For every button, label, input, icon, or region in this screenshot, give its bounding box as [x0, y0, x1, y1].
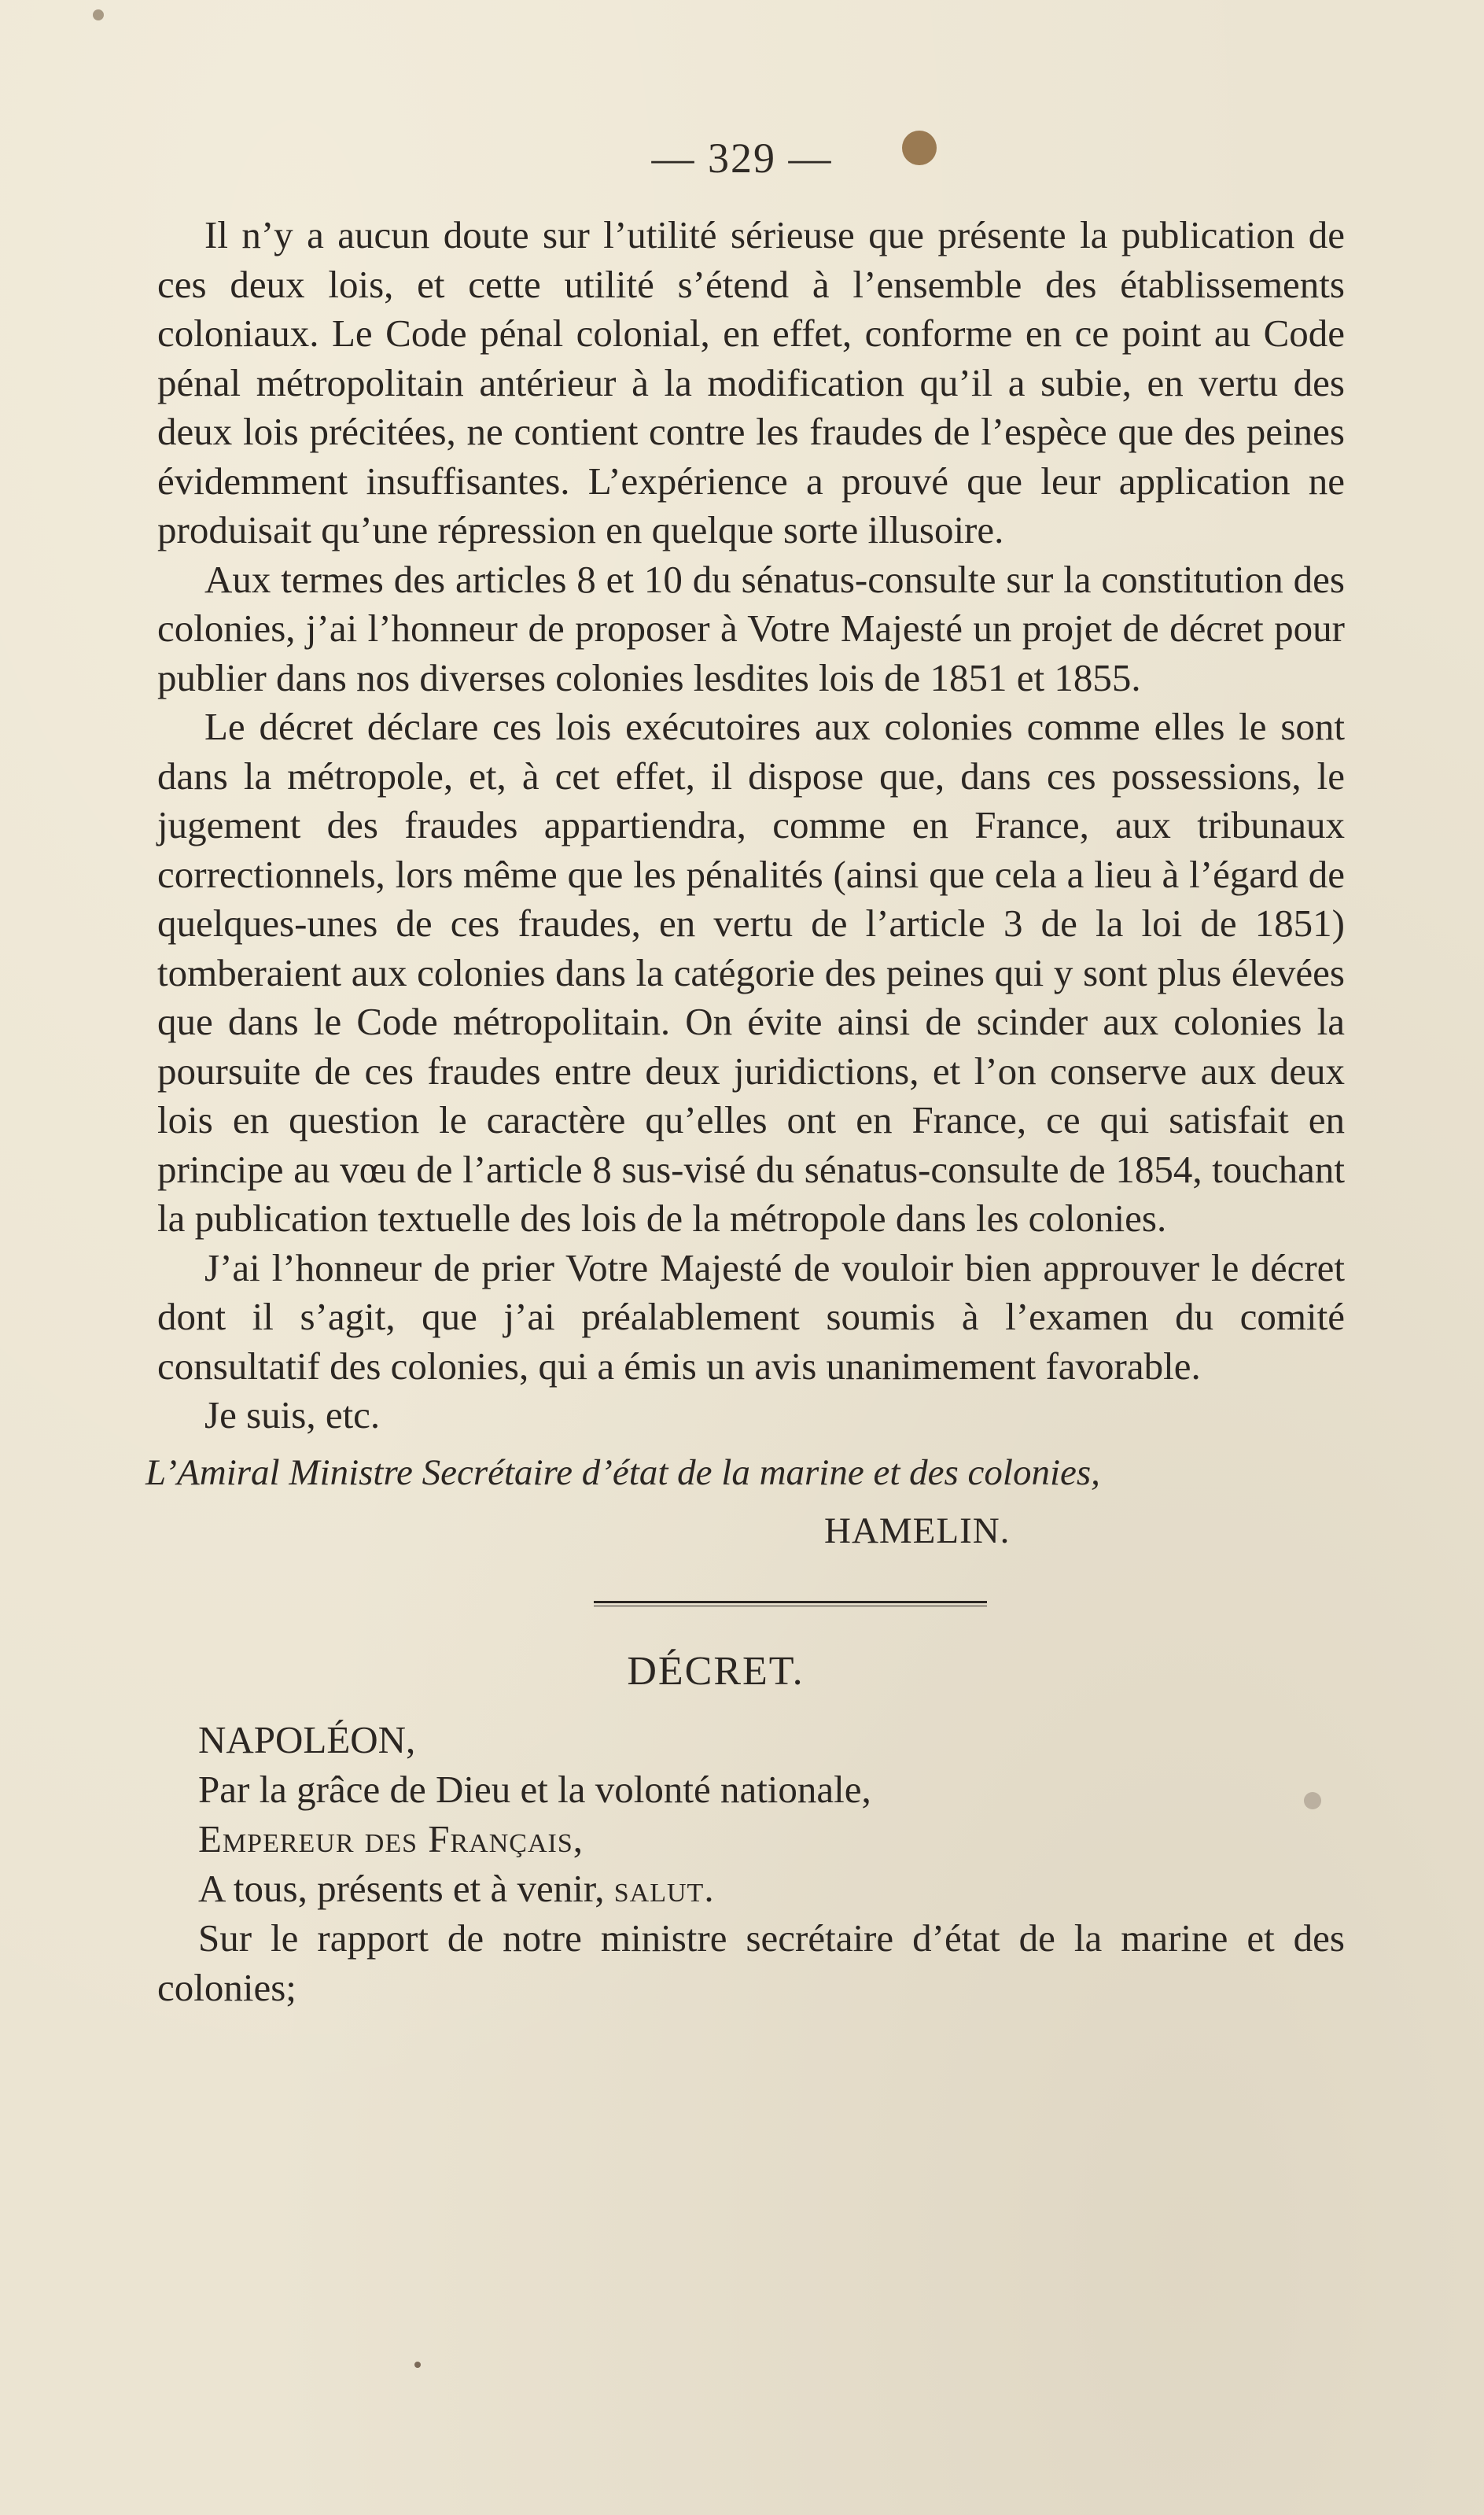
decree-report: Sur le rapport de notre ministre secrétaire d’état de la marine et des colonies; — [157, 1916, 1345, 2009]
decree-greeting-prefix: A tous, présents et à venir, — [198, 1866, 605, 1910]
ink-speck — [93, 9, 104, 20]
report-text — [145, 211, 1345, 2012]
decree-grace: Par la grâce de Dieu et la volonté nationale, — [198, 1767, 871, 1811]
ink-speck — [414, 2362, 421, 2368]
signature-name: HAMELIN. — [824, 1510, 1011, 1551]
signature-title: L’Amiral Ministre Secrétaire d’état de la marine et des colonies, — [145, 1451, 1100, 1493]
paragraph: J’ai l’honneur de prier Votre Majesté de vouloir bien approuver le décret dont il s’agit, que j’ai préalablement soumis à l’examen du comité consultatif des colonies, qui a émis un avis unanimement favorable. — [157, 1245, 1345, 1388]
decree-greeting — [157, 1864, 1345, 1913]
closing-formula: Je suis, etc. — [204, 1393, 381, 1436]
decree-greeting-word: salut. — [613, 1866, 715, 1910]
decree-title: DÉCRET. — [627, 1648, 805, 1694]
paragraph: Il n’y a aucun doute sur l’utilité sérieuse que présente la publication de ces deux lois, et cette utilité s’étend à l’ensemble des établissements coloniaux. Le Code pénal colonial, en effet, conforme en ce point au Code pénal métropolitain antérieur à la modification qu’il a subie, en vertu des deux lois précitées, ne contient contre les fraudes de l’espèce que des peines évidemment insuffisantes. L’expérience a prouvé que leur application ne produisait qu’une répression en quelque sorte illusoire. — [157, 213, 1345, 551]
decree-emperor-title: Empereur des Français, — [198, 1816, 584, 1860]
page-number: — 329 — — [651, 135, 833, 182]
section-divider — [594, 1601, 987, 1606]
paragraph: Le décret déclare ces lois exécutoires aux colonies comme elles le sont dans la métropole, et, à cet effet, il dispose que, dans ces possessions, le jugement des fraudes appartiendra, comme en France, aux tribunaux correctionnels, lors même que les pénalités (ainsi que cela a lieu à l’égard de quelques-unes de ces fraudes, en vertu de l’article 3 de la loi de 1851) tomberaient aux colonies dans la catégorie des peines qui y sont plus élevées que dans le Code métropolitain. On évite ainsi de scinder aux colonies la poursuite de ces fraudes entre deux juridictions, et l’on conserve aux deux lois en question le caractère qu’elles ont en France, ce qui satisfait en principe au vœu de l’article 8 sus-visé du sénatus-consulte de 1854, touchant la publication textuelle des lois de la métropole dans les colonies. — [157, 705, 1345, 1240]
paragraph: Aux termes des articles 8 et 10 du sénatus-consulte sur la constitution des colonies, j’ai l’honneur de proposer à Votre Majesté un projet de décret pour publier dans nos diverses colonies lesdites lois de 1851 et 1855. — [157, 557, 1345, 699]
decree-emperor: NAPOLÉON, — [198, 1717, 416, 1761]
